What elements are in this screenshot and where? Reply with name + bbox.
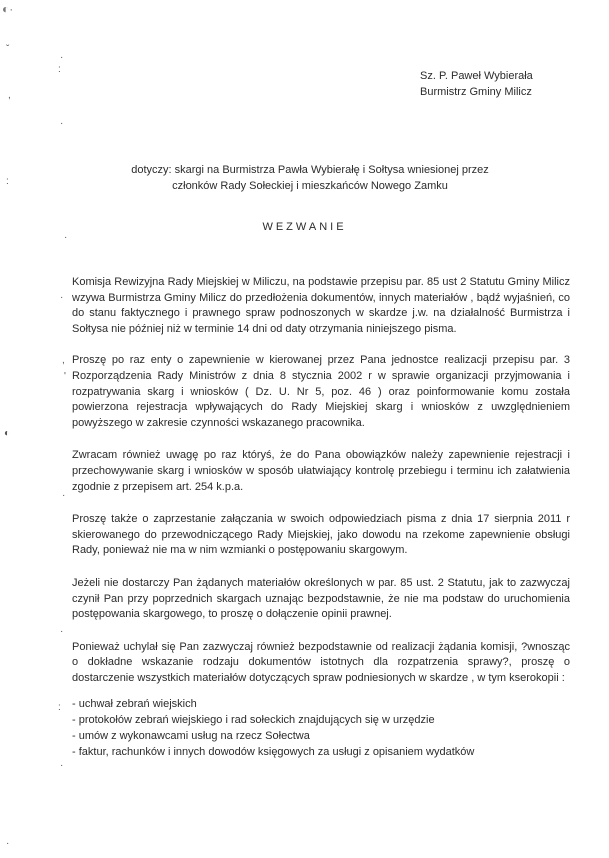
addressee-name: Sz. P. Paweł Wybierała — [420, 70, 533, 82]
scan-speck: : — [58, 702, 61, 713]
scan-speck: : — [6, 176, 9, 187]
scan-speck: , — [8, 90, 11, 101]
scan-speck: ◐ — [4, 428, 11, 439]
scan-speck: ' — [64, 371, 66, 382]
addressee-block — [420, 68, 533, 100]
paragraph-3: Zwracam również uwagę po raz któryś, że do Pana obowiązków należy zapewnienie rejestracji i przechowywanie skarg i wniosków w sposób ułatwiający kontrolę przebiegu i terminu ich załatwienia zgodnie z przepisem art. 254 k.p.a. — [72, 449, 570, 493]
subject-line-2: członków Rady Sołeckiej i mieszkańców Nowego Zamku — [172, 180, 448, 192]
scan-speck: , — [62, 355, 65, 366]
scan-speck: · — [60, 52, 64, 63]
scan-speck: · — [60, 760, 64, 771]
subject-line-1: dotyczy: skargi na Burmistrza Pawła Wybierałę i Sołtysa wniesionej przez — [131, 164, 489, 176]
addressee-title: Burmistrz Gminy Milicz — [420, 86, 532, 98]
scan-speck: · — [60, 292, 64, 303]
scan-corner-mark: ◐· — [2, 2, 14, 16]
list-item: - protokołów zebrań wiejskiego i rad sołeckich znajdujących się w urzędzie — [72, 714, 435, 727]
scan-speck: · — [60, 626, 64, 637]
document-list — [72, 696, 570, 760]
list-item: - umów z wykonawcami usług na rzecz Sołectwa — [72, 730, 310, 743]
paragraph-6: Ponieważ uchylał się Pan zazwyczaj również bezpodstawnie od realizacji żądania komisji, ?wnosząc o dokładne wskazanie rodzaju dokumentów istotnych dla rozpatrzenia sprawy?, proszę o dostarczenie wszystkich materiałów dotyczących spraw podniesionych w skardze , w tym kserokopii : — [72, 640, 570, 684]
paragraph-5: Jeżeli nie dostarczy Pan żądanych materiałów określonych w par. 85 ust. 2 Statutu, jak to zazwyczaj czynił Pan przy poprzednich skargach uznając bezpodstawnie, że nie ma podstaw do uruchomienia postępowania skargowego, to proszę o dołączenie opinii prawnej. — [72, 576, 570, 621]
scan-speck: ˇ — [6, 44, 10, 55]
list-item: - faktur, rachunków i innych dowodów księgowych za usługi z opisaniem wydatków — [72, 746, 475, 759]
paragraph-2: Proszę po raz enty o zapewnienie w kierowanej przez Pana jednostce realizacji przepisu par. 3 Rozporządzenia Rady Ministrów z dnia 8 stycznia 2002 r w sprawie organizacji przyjmowania i rozpatrywania skarg i wniosków ( Dz. U. Nr 5, poz. 46 ) oraz poinformowanie komu została powierzona rejestracja wpływających do Rady Miejskiej skarg i wniosków z uwzględnieniem powyższego w zakresie czynności wskazanego pracownika. — [72, 354, 570, 429]
scan-speck: · — [64, 232, 68, 243]
list-item: - uchwał zebrań wiejskich — [72, 698, 197, 711]
document-title: WEZWANIE — [262, 221, 347, 233]
subject-block — [100, 162, 520, 194]
scan-speck: · — [60, 118, 64, 129]
scan-speck: · — [6, 838, 10, 849]
scan-speck: : — [58, 64, 61, 75]
document-body — [72, 275, 570, 760]
paragraph-1: Komisja Rewizyjna Rady Miejskiej w Miliczu, na podstawie przepisu par. 85 ust 2 Statutu Gminy Milicz wzywa Burmistrza Gminy Milicz do przedłożenia dokumentów, innych materiałów , bądź wyjaśnień, co do stanu faktycznego i prawnego spraw podnoszonych w skardze j.w. na działalność Burmistrza i Sołtysa nie później niż w terminie 14 dni od daty otrzymania niniejszego pisma. — [72, 276, 570, 335]
paragraph-4: Proszę także o zaprzestanie załączania w swoich odpowiedziach pisma z dnia 17 sierpnia 2011 r skierowanego do przewodniczącego Rady Miejskiej, jako dowodu na rzekome zapewnienie obsługi Rady, ponieważ nie ma w nim wzmianki o postępowaniu skargowym. — [72, 513, 570, 557]
scan-speck: · — [62, 490, 66, 501]
